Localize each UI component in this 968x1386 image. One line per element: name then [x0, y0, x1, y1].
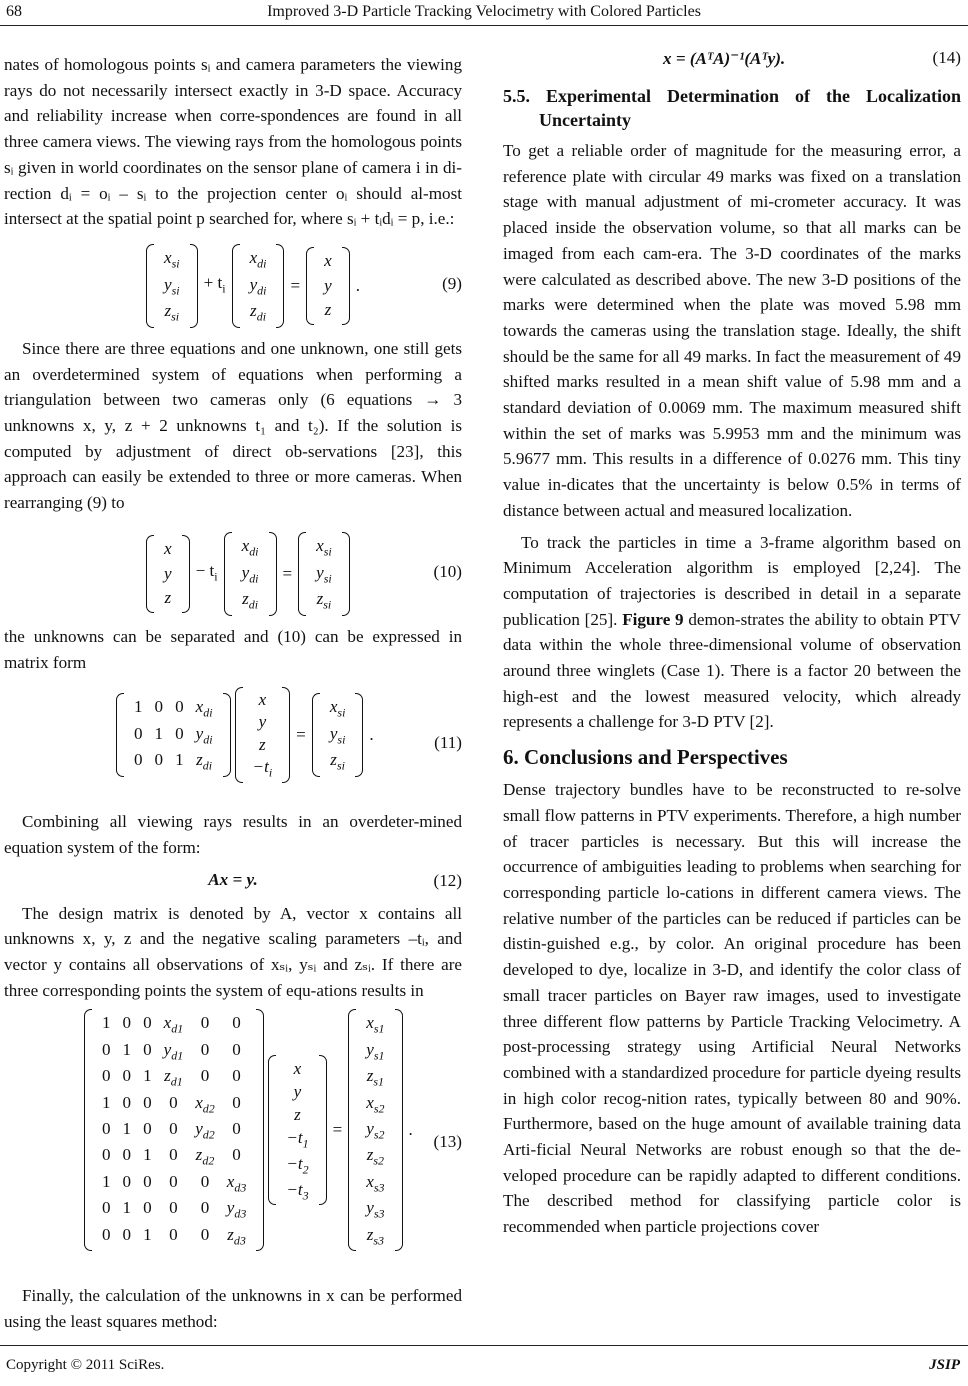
equation-13: 1 0 0 $x_{d1}$ 0 0 0 1 0 $y_{d1}$ 0 0 0 0 1 $z_{d1}$ 0 0 1 0 0 0 $x_{d2}$ 0 0 1 0 0 $y_{d2}$ 0 0 0 1 0 $z_{d2}$ 0 1 0 0 0 0 $x_{d3}$ 0 1 0 0 0 $y_{d3}$ 0 0 1 0 0 $z_{d3}$ x y z $-t_1$ $-t_2$ $-t_3$ = $x_{s1}$ $y_{s1}$ $z_{s1}$ $x_{s2}$ $y_{s2}$ $z_{s2}$ $x_{s3}$ $y_{s3}$ $z_{s3}$ . (13): [4, 1007, 462, 1277]
page-header: [0, 0, 968, 24]
paragraph: The design matrix is denoted by A, vector x contains all unknowns x, y, z and the negative scaling parameters –tᵢ, and vector y contains all observations of xₛᵢ, yₛᵢ and zₛᵢ. If there are three corresponding points the system of equ-ations results in: [4, 903, 462, 1000]
header-rule: [0, 25, 968, 26]
journal-abbrev: JSIP: [929, 1357, 960, 1373]
running-title: Improved 3-D Particle Tracking Velocimetry with Colored Particles: [267, 3, 701, 20]
equation-number: (14): [932, 48, 961, 68]
paragraph: Combining all viewing rays results in an overdeter-mined equation system of the form:: [4, 812, 462, 857]
left-column: [4, 52, 462, 1335]
paragraph: nates of homologous points sᵢ and camera parameters the viewing rays do not necessarily intersect exactly in 3-D space. Accuracy and reliability increase when corre-spondences are found in all three camera views. The viewing rays from the homologous points sᵢ given in world coordinates on the sensor plane of camera i in di-rection dᵢ = oᵢ – sᵢ to the projection center oᵢ should al-most intersect at the spatial point p searched for, where sᵢ + tᵢdᵢ = p, i.e.:: [4, 55, 462, 229]
equation-number: (12): [433, 870, 462, 890]
equation-10: x y z − $t_i$ $x_{di}$ $y_{di}$ $z_{di}$ = $x_{si}$ $y_{si}$ $z_{si}$ (10): [4, 526, 462, 618]
section-heading-6: 6. Conclusions and Perspectives: [503, 745, 788, 770]
paragraph: [503, 530, 961, 736]
section-heading-5-5: 5.5. Experimental Determination of the Localization Uncertainty: [503, 86, 961, 130]
equation-9: $x_{si}$ $y_{si}$ $z_{si}$ + $t_i$ $x_{di}$ $y_{di}$ $z_{di}$ = x y z . (9): [4, 238, 462, 330]
footer-rule: [0, 1345, 968, 1346]
paragraph: Since there are three equations and one unknown, one still gets an overdetermined system of equations when performing a triangulation between two cameras only (6 equations → 3 unknowns x, y, z + 2 unknowns t₁ and t₂). If the solution is computed by adjustment of direct ob-servations [23], this approach can easily be extended to three or more cameras. When rearranging (9) to: [4, 338, 462, 513]
equation-number: (10): [433, 561, 462, 581]
paragraph-text: To track the particles in time a 3-frame algorithm based on Minimum Acceleration algorithm is employed [2,24]. The computation of trajectories is described in detail in a separate publication [25].: [503, 532, 961, 629]
equation-14: [503, 38, 961, 78]
paragraph: Dense trajectory bundles have to be reconstructed to re-solve small flow patterns in PTV experiments. Therefore, a high number of tracer particles is necessary. But this will increase the occurrence of ambiguities leading to problems when searching for corresponding particle lo-cations in different camera views. The relative number of the particles can be reduced if particles can be distin-guished e.g., by color. An original procedure has been developed to dye, localize in 3-D, and identify the color class of small tracer particles on Bayer raw images, used to investigate three different flow patterns by Particle Tracking Velocimetry. A post-processing strategy using Artificial Neural Networks combined with a standardized procedure for particle dyeing results in high color recog-nition rates, typically between 80 and 90%. Furthermore, based on the huge amount of available training data Arti-ficial Neural Networks are robust enough so that the de-veloped procedure can be rapidly adapted to different conditions. The described method for classifying particle color is recommended when particle projections cover: [503, 780, 961, 1237]
paragraph-text: demon-strates the ability to obtain PTV data within the whole three-dimensional volume of observation around three winglets (Case 1). There is a factor 20 between the high-est and the lowest measured velocity, which already represents a challenge for 3-D PTV [2].: [503, 609, 961, 732]
figure-reference[interactable]: Figure 9: [622, 609, 684, 629]
equation-12: [4, 867, 462, 895]
right-column: [503, 36, 961, 1240]
equation-number: (11): [434, 733, 462, 753]
copyright: Copyright © 2011 SciRes.: [6, 1357, 165, 1373]
paragraph: the unknowns can be separated and (10) can be expressed in matrix form: [4, 626, 462, 672]
page-footer: [0, 1345, 968, 1385]
equation-14-text: x = (AᵀA)⁻¹(Aᵀy).: [663, 49, 786, 68]
equation-11: 1 0 0 $x_{di}$ 0 1 0 $y_{di}$ 0 0 1 $z_{di}$ x y z $-t_i$ = $x_{si}$ $y_{si}$ $z_{si}$ . (11): [4, 683, 462, 803]
equation-number: (13): [433, 1132, 462, 1152]
paragraph: To get a reliable order of magnitude for the measuring error, a reference plate with circular 49 marks was fixed on a translation stage with manual adjustment of mi-crometer accuracy. It was placed inside the observation volume, so that all marks can be imaged from each cam-era. The 3-D coordinates of the marks were calculated as described above. The new 3-D positions of the marks were determined when the plate was moved 5.98 mm towards the cameras using the translation stage. Ideally, the shift should be the same for all 49 marks. In fact the measurement of 49 shifted marks resulted in a mean shift value of 5.98 mm and a standard deviation of 0.0069 mm. The maximum measured shift within the set of marks was 5.9953 mm and the minimum was 5.9677 mm. This results in a difference of 0.0276 mm. This tiny value in-dicates that the uncertainty is below 0.5% in terms of distance between actual and measured localization.: [503, 141, 961, 520]
equation-number: (9): [442, 274, 462, 294]
paragraph: Finally, the calculation of the unknowns in x can be performed using the least squares method:: [4, 1286, 462, 1332]
equation-12-text: Ax = y.: [208, 869, 258, 889]
page-number: 68: [6, 3, 22, 20]
